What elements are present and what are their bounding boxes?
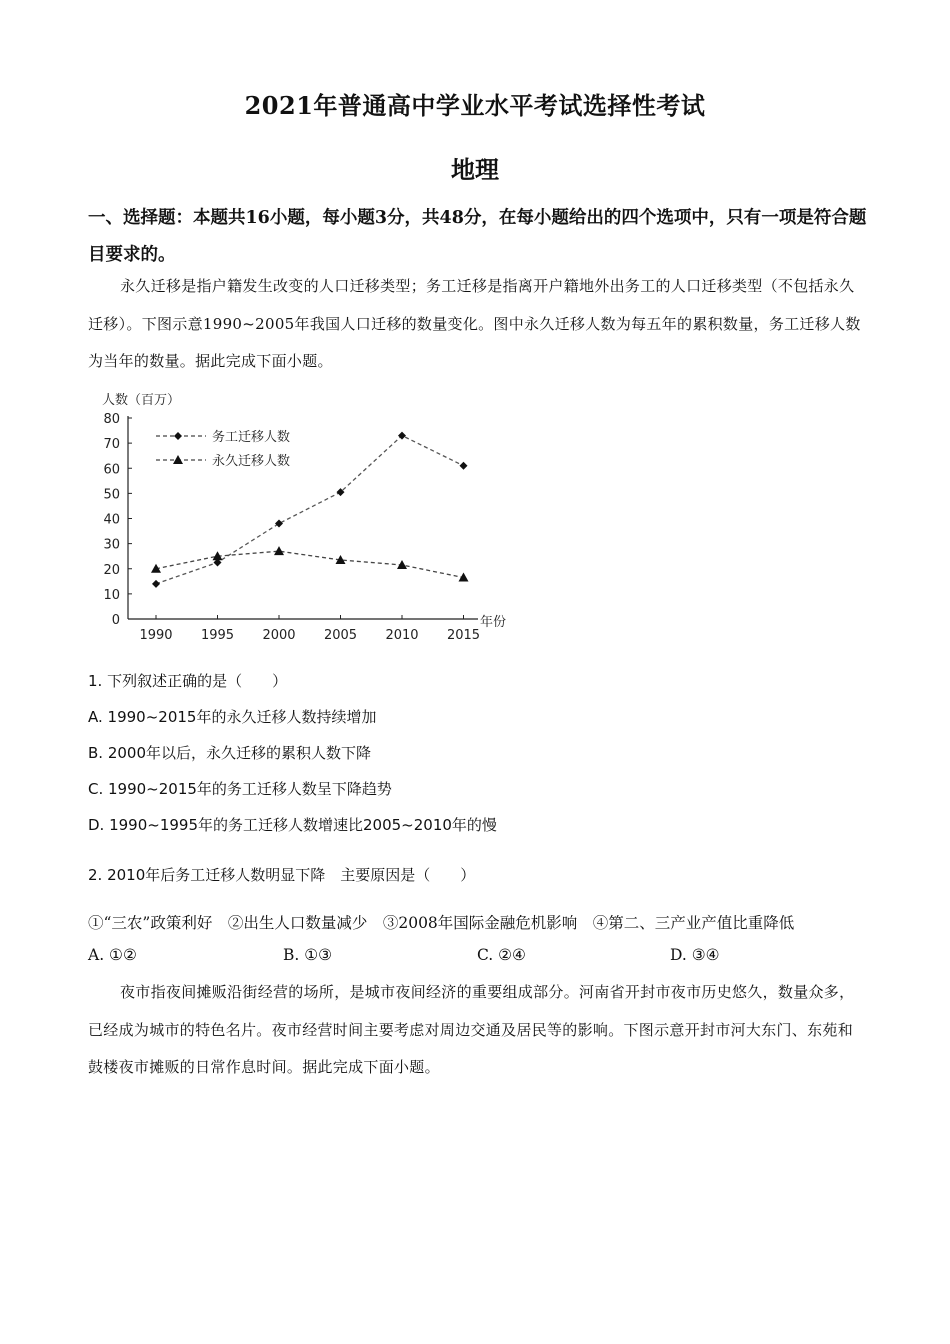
question-2-option-b[interactable]: B. ①③ (283, 946, 333, 964)
svg-text:30: 30 (103, 537, 120, 553)
section-heading: 一、选择题：本题共16小题，每小题3分，共48分，在每小题给出的四个选项中，只有一项是符合题目要求的。 (88, 208, 867, 265)
question-1-option-a[interactable]: A. 1990~2015年的永久迁移人数持续增加 (88, 708, 377, 726)
svg-text:10: 10 (103, 587, 120, 603)
question-2-option-c[interactable]: C. ②④ (477, 946, 526, 964)
legend-label: 务工迁移人数 (212, 430, 291, 445)
svg-text:0: 0 (111, 613, 120, 628)
svg-text:1990: 1990 (139, 628, 173, 643)
passage-night-market: 夜市指夜间摊贩沿街经营的场所，是城市夜间经济的重要组成部分。河南省开封市夜市历史悠久，数量众多，已经成为城市的特色名片。夜市经营时间主要考虑对周边交通及居民等的影响。下图示意开封市河大东门、东苑和鼓楼夜市摊贩的日常作息时间。据此完成下面小题。 (88, 983, 855, 1076)
svg-text:50: 50 (103, 487, 120, 503)
passage-migration: 永久迁移是指户籍发生改变的人口迁移类型；务工迁移是指离开户籍地外出务工的人口迁移类型（不包括永久迁移）。下图示意1990~2005年我国人口迁移的数量变化。图中永久迁移人数为每五年的累积数量，务工迁移人数为当年的数量。据此完成下面小题。 (88, 277, 861, 370)
question-2-option-d[interactable]: D. ③④ (670, 946, 720, 964)
subject-title: 地理 (451, 155, 499, 184)
question-1-option-d[interactable]: D. 1990~1995年的务工迁移人数增速比2005~2010年的慢 (88, 816, 497, 834)
exam-title: 2021年普通高中学业水平考试选择性考试 (244, 91, 706, 120)
legend-label: 永久迁移人数 (212, 454, 291, 469)
svg-text:2000: 2000 (262, 628, 296, 643)
svg-text:2005: 2005 (323, 628, 358, 643)
svg-text:1995: 1995 (200, 628, 235, 643)
question-1-stem: 1. 下列叙述正确的是（ ） (88, 672, 288, 690)
svg-text:60: 60 (103, 462, 120, 478)
question-2-option-a[interactable]: A. ①② (88, 946, 137, 964)
question-2-stem: 2. 2010年后务工迁移人数明显下降 主要原因是（ ） (88, 866, 476, 884)
x-axis-label: 年份 (480, 615, 507, 630)
question-2-items: ①“三农”政策利好 ②出生人口数量减少 ③2008年国际金融危机影响 ④第二、三产业产值比重降低 (88, 914, 795, 932)
svg-text:70: 70 (103, 437, 120, 453)
svg-text:2010: 2010 (385, 628, 419, 643)
svg-text:80: 80 (103, 412, 120, 427)
svg-text:20: 20 (103, 562, 120, 578)
svg-text:2015: 2015 (446, 628, 481, 643)
migration-line-chart (90, 386, 530, 648)
question-1-option-c[interactable]: C. 1990~2015年的务工迁移人数呈下降趋势 (88, 780, 392, 798)
question-1-option-b[interactable]: B. 2000年以后，永久迁移的累积人数下降 (88, 744, 372, 762)
y-axis-label: 人数（百万） (102, 393, 181, 408)
svg-text:40: 40 (103, 512, 120, 528)
